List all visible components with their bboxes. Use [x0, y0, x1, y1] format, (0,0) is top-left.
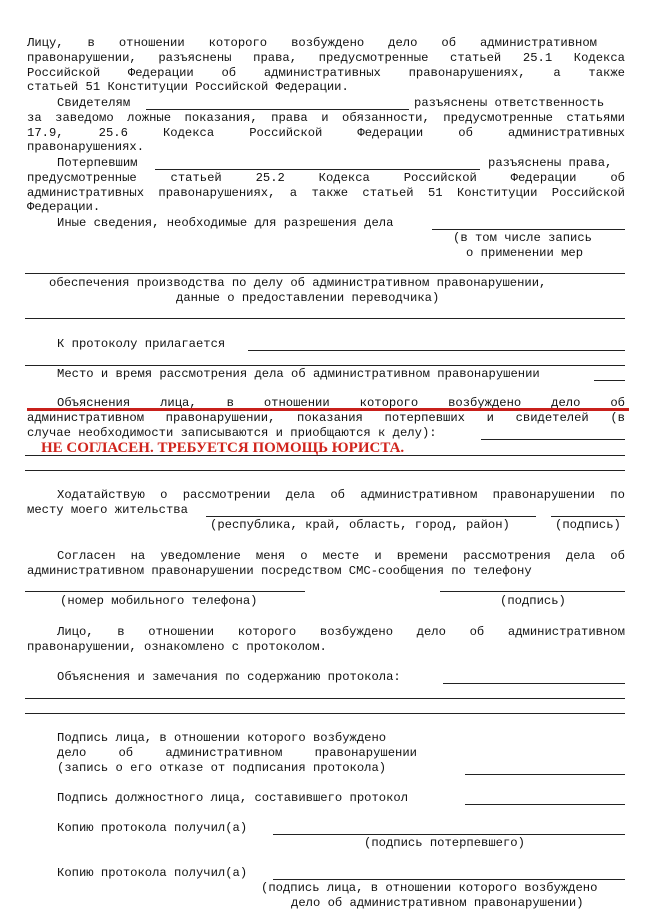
attached-field[interactable] — [248, 350, 625, 351]
sms-line-2: административном правонарушении посредством СМС-сообщения по телефону — [27, 564, 532, 578]
victims-line-2: предусмотренные статьей 25.2 Кодекса Российской Федерации об — [27, 171, 625, 185]
sms-caption-phone: (номер мобильного телефона) — [60, 594, 258, 608]
sms-line-1: Согласен на уведомление меня о месте и времени рассмотрения дела об — [57, 549, 625, 563]
other-info-line-3[interactable] — [25, 318, 625, 319]
remarks-line-2[interactable] — [25, 698, 625, 699]
sign-person-field[interactable] — [465, 774, 625, 775]
rights-line-4: статьей 51 Конституции Российской Федерации. — [27, 80, 349, 94]
victims-field[interactable] — [155, 169, 480, 170]
petition-caption-place: (республика, край, область, город, район) — [210, 518, 510, 532]
explanations-line-3: случае необходимости записываются и приобщаются к делу): — [27, 426, 437, 440]
sign-person-line-1: Подпись лица, в отношении которого возбуждено — [57, 731, 387, 745]
victims-after: разъяснены права, — [488, 156, 613, 170]
copy-person-caption-2: дело об административном правонарушении) — [291, 896, 584, 910]
other-info-line-2[interactable] — [25, 273, 625, 274]
petition-sign-field[interactable] — [551, 516, 625, 517]
copy-person-label: Копию протокола получил(а) — [57, 866, 248, 880]
explanations-field[interactable] — [481, 439, 625, 440]
explanations-line-3-field[interactable] — [25, 470, 625, 471]
rights-line-1: Лицу, в отношении которого возбуждено дело об административном — [27, 36, 597, 50]
explanations-line-2: административном правонарушении, показания потерпевших и свидетелей (в — [27, 411, 625, 425]
sign-official-field[interactable] — [465, 804, 625, 805]
familiar-line-2: правонарушении, ознакомлено с протоколом. — [27, 640, 327, 654]
victims-line-4: Федерации. — [27, 200, 101, 214]
petition-caption-sign: (подпись) — [555, 518, 621, 532]
sms-sign-field[interactable] — [440, 591, 625, 592]
other-info-hint-3: обеспечения производства по делу об административном правонарушении, — [49, 276, 547, 290]
attached-line-2[interactable] — [25, 365, 625, 366]
copy-victim-label: Копию протокола получил(а) — [57, 821, 248, 835]
witnesses-field[interactable] — [146, 109, 409, 110]
other-info-hint-1: (в том числе запись — [453, 231, 592, 245]
attached-label: К протоколу прилагается — [57, 337, 226, 351]
copy-person-caption-1: (подпись лица, в отношении которого возбуждено — [261, 881, 598, 895]
copy-victim-caption: (подпись потерпевшего) — [364, 836, 525, 850]
place-time-label: Место и время рассмотрения дела об административном правонарушении — [57, 367, 540, 381]
other-info-field[interactable] — [432, 229, 625, 230]
familiar-line-1: Лицо, в отношении которого возбуждено дело об административном — [57, 625, 625, 639]
explanations-line-2-field[interactable] — [25, 455, 625, 456]
victims-line-3: административных правонарушениях, а также статьей 51 Конституции Российской — [27, 186, 625, 200]
petition-place-field[interactable] — [206, 516, 536, 517]
other-info-hint-4: данные о предоставлении переводчика) — [176, 291, 440, 305]
place-time-field[interactable] — [594, 380, 625, 381]
remarks-field[interactable] — [443, 683, 625, 684]
witnesses-label: Свидетелям — [57, 96, 131, 110]
witnesses-line-4: правонарушениях. — [27, 140, 145, 154]
remarks-line-3[interactable] — [25, 713, 625, 714]
victims-label: Потерпевшим — [57, 156, 138, 170]
other-info-hint-2: о применении мер — [466, 246, 584, 260]
witnesses-line-2: за заведомо ложные показания, права и обязанности, предусмотренные статьями — [27, 111, 625, 125]
copy-victim-field[interactable] — [273, 834, 625, 835]
rights-line-2: правонарушении, разъяснены права, предусмотренные статьей 25.1 Кодекса — [27, 51, 625, 65]
handwritten-annotation: НЕ СОГЛАСЕН. ТРЕБУЕТСЯ ПОМОЩЬ ЮРИСТА. — [41, 440, 405, 456]
witnesses-after: разъяснены ответственность — [414, 96, 605, 110]
petition-line-1: Ходатайствую о рассмотрении дела об административном правонарушении по — [57, 488, 625, 502]
witnesses-line-3: 17.9, 25.6 Кодекса Российской Федерации об административных — [27, 126, 625, 140]
sign-official-label: Подпись должностного лица, составившего протокол — [57, 791, 409, 805]
copy-person-field[interactable] — [273, 879, 625, 880]
remarks-label: Объяснения и замечания по содержанию протокола: — [57, 670, 401, 684]
petition-line-2: месту моего жительства — [27, 503, 188, 517]
other-info-label: Иные сведения, необходимые для разрешения дела — [57, 216, 394, 230]
sms-phone-field[interactable] — [25, 591, 305, 592]
sms-caption-sign: (подпись) — [500, 594, 566, 608]
explanations-line-1: Объяснения лица, в отношении которого возбуждено дело об — [57, 396, 625, 410]
sign-person-line-2: дело об административном правонарушении — [57, 746, 417, 760]
sign-person-line-3: (запись о его отказе от подписания протокола) — [57, 761, 387, 775]
rights-line-3: Российской Федерации об административных правонарушениях, а также — [27, 66, 625, 80]
